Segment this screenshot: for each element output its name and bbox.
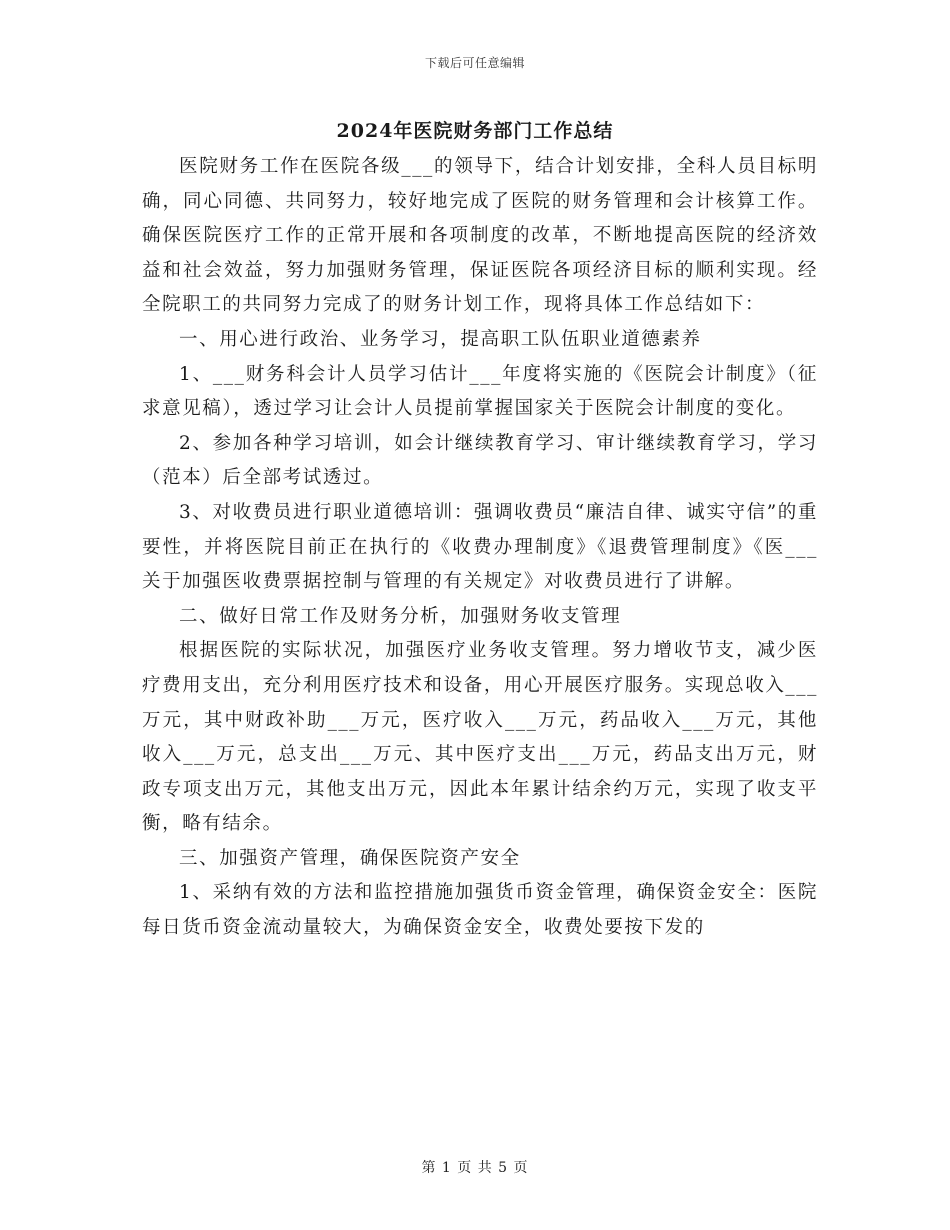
section-heading-1: 一、用心进行政治、业务学习，提高职工队伍职业道德素养: [179, 328, 702, 350]
paragraph-intro: 医院财务工作在医院各级___的领导下，结合计划安排，全科人员目标明确，同心同德、共同努力，较好地完成了医院的财务管理和会计核算工作。确保医院医疗工作的正常开展和各项制度的改革，不断地提高医院的经济效益和社会效益，努力加强财务管理，保证医院各项经济目标的顺利实现。经全院职工的共同努力完成了的财务计划工作，现将具体工作总结如下：: [142, 156, 818, 316]
section-heading-3: 三、加强资产管理，确保医院资产安全: [179, 847, 521, 869]
paragraph-item-1-1: 1、___财务科会计人员学习估计___年度将实施的《医院会计制度》（征求意见稿），透过学习让会计人员提前掌握国家关于医院会计制度的变化。: [142, 363, 818, 420]
section-heading-2: 二、做好日常工作及财务分析，加强财务收支管理: [179, 605, 622, 627]
page-number: 第 1 页 共 5 页: [421, 1160, 529, 1176]
document-title: 2024年医院财务部门工作总结: [336, 120, 614, 142]
paragraph-item-1-3: 3、对收费员进行职业道德培训：强调收费员“廉洁自律、诚实守信”的重要性，并将医院目前正在执行的《收费办理制度》《退费管理制度》《医___关于加强医收费票据控制与管理的有关规定》对收费员进行了讲解。: [142, 501, 818, 593]
document-body: [142, 150, 818, 946]
paragraph-item-1-2: 2、参加各种学习培训，如会计继续教育学习、审计继续教育学习，学习（范本）后全部考试透过。: [142, 432, 818, 489]
paragraph-item-3-1: 1、采纳有效的方法和监控措施加强货币资金管理，确保资金安全：医院每日货币资金流动量较大，为确保资金安全，收费处要按下发的: [142, 882, 818, 939]
header-note: 下载后可任意编辑: [424, 56, 525, 70]
paragraph-finance: 根据医院的实际状况，加强医疗业务收支管理。努力增收节支，减少医疗费用支出，充分利用医疗技术和设备，用心开展医疗服务。实现总收入___万元，其中财政补助___万元，医疗收入___万元，药品收入___万元，其他收入___万元，总支出___万元、其中医疗支出___万元，药品支出万元，财政专项支出万元，其他支出万元，因此本年累计结余约万元，实现了收支平衡，略有结余。: [142, 640, 818, 835]
